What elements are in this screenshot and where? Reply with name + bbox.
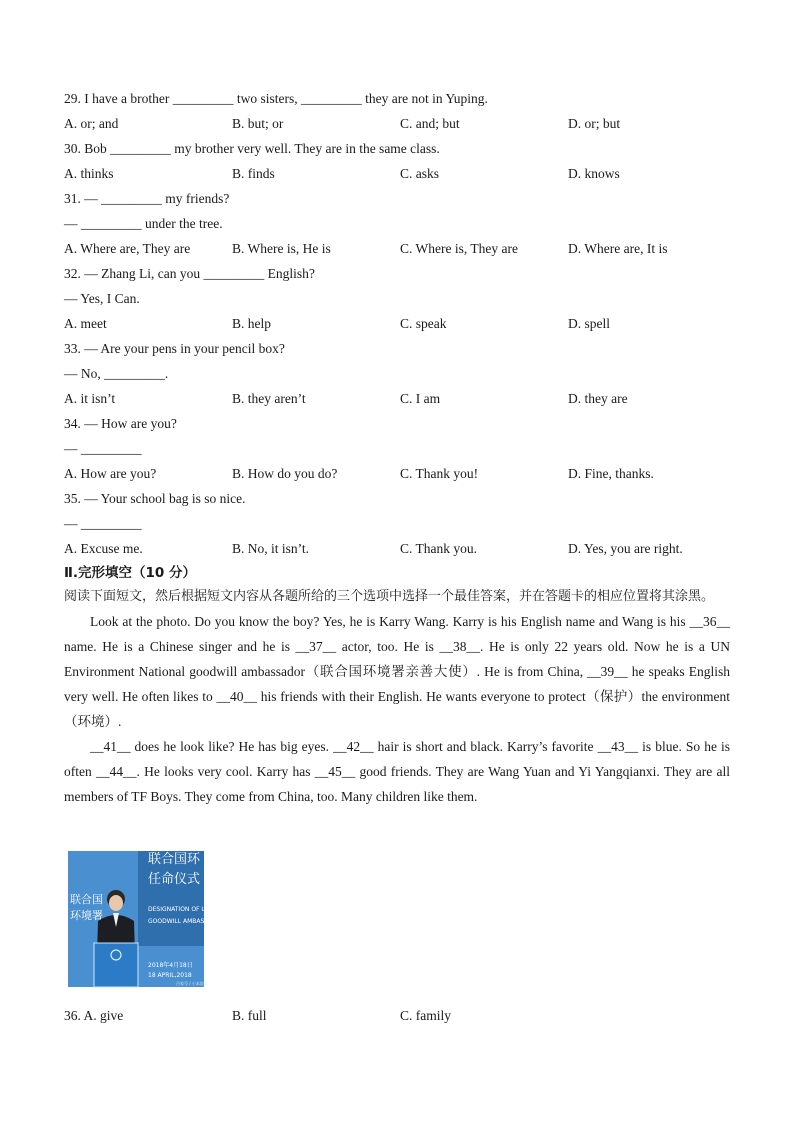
option-d: D. Yes, you are right. [568,541,683,556]
sign-left-text-2: 环境署 [70,909,103,922]
question-32-options [64,311,730,336]
option-a: 36. A. give [64,1008,124,1023]
option-b: B. help [232,316,271,331]
option-a: A. How are you? [64,466,157,481]
option-c: C. and; but [400,116,460,131]
question-list [64,86,730,809]
option-d: D. spell [568,316,610,331]
option-b: B. they aren’t [232,391,306,406]
question-32-reply: — Yes, I Can. [64,291,140,306]
option-c: C. Thank you! [400,466,479,481]
option-b: B. Where is, He is [232,241,331,256]
question-35-options [64,536,730,561]
question-31-options [64,236,730,261]
option-b: B. How do you do? [232,466,338,481]
date-en-text: 18 APRIL,2018 [148,972,192,979]
question-31-stem: 31. — _________ my friends? [64,191,230,206]
option-a: A. meet [64,316,107,331]
section-title: Ⅱ.完形填空（10 分） [64,565,197,581]
passage-paragraph-2: __41__ does he look like? He has big eyes. __42__ hair is short and black. Karry’s favorite __43__ is blue. So he is often __44__. He looks very cool. Karry has __45__ good friends. They are Wang Yuan and Yi Yangqianxi. They are all members of TF Boys. They come from China, too. Many children like them. [64,739,730,804]
option-b: B. finds [232,166,275,181]
sign-top-text-2: 任命仪式 [148,872,201,887]
sign-top-text: 联合国环 [148,852,201,867]
date-cn-text: 2018年4月18日 [148,962,193,969]
option-a: A. Where are, They are [64,241,191,256]
option-a: A. thinks [64,166,114,181]
question-34-reply: — _________ [64,441,142,456]
question-33-reply: — No, _________. [64,366,169,381]
option-a: A. it isn’t [64,391,116,406]
question-34-options [64,461,730,486]
question-29-options [64,111,730,136]
option-a: A. Excuse me. [64,541,143,556]
goodwill-text: GOODWILL AMBASS [148,918,209,925]
question-36-options [64,1003,730,1028]
option-c: C. family [400,1008,451,1023]
question-30-stem: 30. Bob _________ my brother very well. They are in the same class. [64,141,440,156]
option-d: D. or; but [568,116,621,131]
option-b: B. but; or [232,116,284,131]
option-d: D. Fine, thanks. [568,466,654,481]
option-c: C. Where is, They are [400,241,518,256]
option-c: C. asks [400,166,440,181]
question-35-reply: — _________ [64,516,142,531]
question-32-stem: 32. — Zhang Li, can you _________ English? [64,266,315,281]
option-c: C. speak [400,316,447,331]
question-34-stem: 34. — How are you? [64,416,177,431]
question-31-reply: — _________ under the tree. [64,216,223,231]
question-33-stem: 33. — Are your pens in your pencil box? [64,341,285,356]
ambassador-photo-illustration [68,851,209,987]
option-c: C. Thank you. [400,541,477,556]
question-35-stem: 35. — Your school bag is so nice. [64,491,246,506]
option-a: A. or; and [64,116,119,131]
designation-text: DESIGNATION OF U [148,906,206,913]
option-d: D. Where are, It is [568,241,668,256]
watermark-text: 百家号 / 小本说事 [176,981,208,986]
option-d: D. they are [568,391,628,406]
passage-paragraph-1: Look at the photo. Do you know the boy? Yes, he is Karry Wang. Karry is his English name and Wang is his __36__ name. He is a Chinese singer and he is __37__ actor, too. He is __38__. He is only 22 years old. Now he is a UN Environment National goodwill ambassador（联合国环境署亲善大使）. He is from China, __39__ he speaks English very well. He often likes to __40__ his friends with their English. He wants everyone to protect（保护）the environment（环境）. [64,614,730,729]
passage-photo [68,851,209,987]
option-d: D. knows [568,166,620,181]
question-30-options [64,161,730,186]
question-33-options [64,386,730,411]
person-face [109,895,123,911]
option-b: B. full [232,1008,267,1023]
section-instruction: 阅读下面短文，然后根据短文内容从各题所给的三个选项中选择一个最佳答案，并在答题卡的相应位置将其涂黑。 [64,589,715,604]
option-c: C. I am [400,391,441,406]
sign-left-text: 联合国 [70,893,103,906]
question-29-stem: 29. I have a brother _________ two sisters, _________ they are not in Yuping. [64,91,488,106]
option-b: B. No, it isn’t. [232,541,310,556]
